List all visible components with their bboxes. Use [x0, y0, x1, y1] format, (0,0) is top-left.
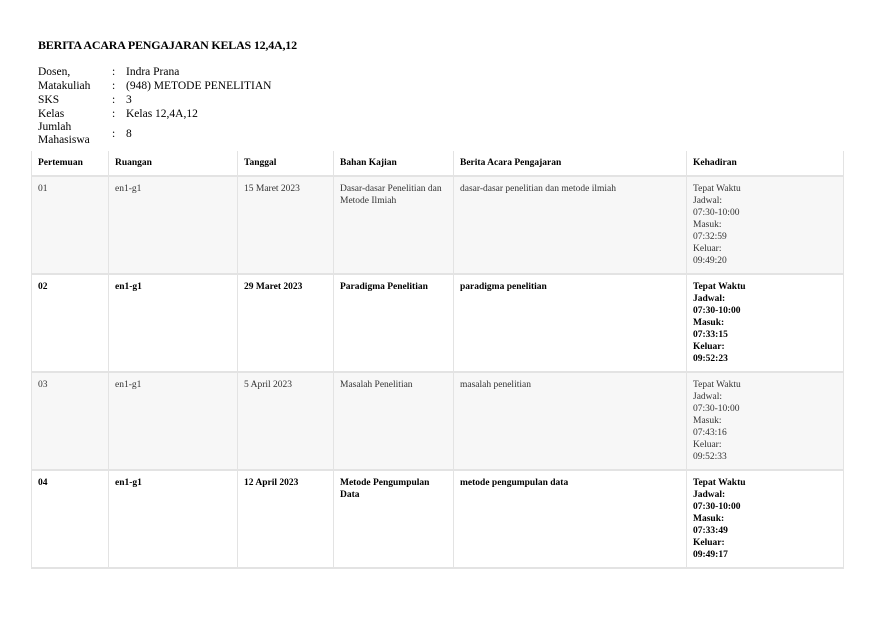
info-row-dosen: [38, 65, 271, 79]
kehadiran-status: Tepat Waktu: [693, 478, 746, 488]
info-value-matakuliah: (948) METODE PENELITIAN: [126, 80, 272, 92]
cell-pertemuan: 02: [32, 274, 109, 372]
column-header-berita-acara: Berita Acara Pengajaran: [454, 151, 687, 176]
info-row-kelas: [38, 107, 271, 121]
kehadiran-status: Tepat Waktu: [693, 282, 746, 292]
info-colon: :: [112, 66, 116, 78]
document-title: BERITA ACARA PENGAJARAN KELAS 12,4A,12: [38, 38, 297, 52]
cell-kehadiran: [687, 470, 844, 568]
info-row-jumlah-mahasiswa: [38, 121, 271, 146]
kehadiran-jadwal-value: 07:30-10:00: [693, 208, 740, 218]
kehadiran-status: Tepat Waktu: [693, 380, 741, 390]
cell-kehadiran: [687, 176, 844, 274]
info-label: Kelas: [38, 108, 65, 120]
kehadiran-jadwal-value: 07:30-10:00: [693, 404, 740, 414]
info-colon: :: [112, 94, 116, 106]
cell-ruangan: en1-g1: [109, 274, 238, 372]
column-header-tanggal: Tanggal: [238, 151, 334, 176]
cell-berita-acara: metode pengumpulan data: [454, 470, 687, 568]
course-info: [38, 65, 271, 146]
info-colon: :: [112, 80, 116, 92]
kehadiran-masuk-label: Masuk:: [693, 416, 722, 426]
cell-berita-acara: dasar-dasar penelitian dan metode ilmiah: [454, 176, 687, 274]
cell-bahan-kajian: Dasar-dasar Penelitian dan Metode Ilmiah: [334, 176, 454, 274]
cell-bahan-kajian: Paradigma Penelitian: [334, 274, 454, 372]
kehadiran-masuk-label: Masuk:: [693, 514, 725, 524]
cell-kehadiran: [687, 274, 844, 372]
cell-berita-acara: paradigma penelitian: [454, 274, 687, 372]
cell-ruangan: en1-g1: [109, 470, 238, 568]
info-colon: :: [112, 127, 116, 140]
cell-tanggal: 15 Maret 2023: [238, 176, 334, 274]
info-value-sks: 3: [126, 94, 132, 106]
table-row: [32, 470, 844, 568]
kehadiran-masuk-value: 07:43:16: [693, 428, 727, 438]
cell-berita-acara: masalah penelitian: [454, 372, 687, 470]
table-row: [32, 176, 844, 274]
cell-kehadiran: [687, 372, 844, 470]
kehadiran-keluar-label: Keluar:: [693, 244, 722, 254]
attendance-table: [31, 151, 844, 569]
info-label: Jumlah Mahasiswa: [38, 121, 90, 146]
kehadiran-jadwal-label: Jadwal:: [693, 490, 726, 500]
info-row-sks: [38, 93, 271, 107]
cell-pertemuan: 01: [32, 176, 109, 274]
kehadiran-masuk-value: 07:32:59: [693, 232, 727, 242]
kehadiran-keluar-label: Keluar:: [693, 440, 722, 450]
info-value-jumlah-mahasiswa: 8: [126, 127, 132, 140]
column-header-ruangan: Ruangan: [109, 151, 238, 176]
kehadiran-keluar-value: 09:49:20: [693, 256, 727, 266]
table-row: [32, 372, 844, 470]
info-row-matakuliah: [38, 79, 271, 93]
cell-bahan-kajian: Metode Pengumpulan Data: [334, 470, 454, 568]
cell-ruangan: en1-g1: [109, 372, 238, 470]
kehadiran-keluar-label: Keluar:: [693, 538, 725, 548]
kehadiran-masuk-label: Masuk:: [693, 318, 725, 328]
column-header-bahan-kajian: Bahan Kajian: [334, 151, 454, 176]
cell-bahan-kajian: Masalah Penelitian: [334, 372, 454, 470]
kehadiran-jadwal-label: Jadwal:: [693, 294, 726, 304]
cell-tanggal: 29 Maret 2023: [238, 274, 334, 372]
kehadiran-keluar-label: Keluar:: [693, 342, 725, 352]
column-header-kehadiran: Kehadiran: [687, 151, 844, 176]
kehadiran-keluar-value: 09:52:33: [693, 452, 727, 462]
kehadiran-status: Tepat Waktu: [693, 184, 741, 194]
info-value-kelas: Kelas 12,4A,12: [126, 108, 198, 120]
kehadiran-keluar-value: 09:49:17: [693, 550, 728, 560]
kehadiran-masuk-value: 07:33:15: [693, 330, 728, 340]
info-colon: :: [112, 108, 116, 120]
kehadiran-masuk-label: Masuk:: [693, 220, 722, 230]
kehadiran-jadwal-label: Jadwal:: [693, 196, 723, 206]
kehadiran-keluar-value: 09:52:23: [693, 354, 728, 364]
info-label: Matakuliah: [38, 80, 91, 92]
cell-tanggal: 12 April 2023: [238, 470, 334, 568]
info-value-dosen: Indra Prana: [126, 66, 180, 78]
kehadiran-jadwal-value: 07:30-10:00: [693, 502, 741, 512]
kehadiran-masuk-value: 07:33:49: [693, 526, 728, 536]
column-header-pertemuan: Pertemuan: [32, 151, 109, 176]
kehadiran-jadwal-value: 07:30-10:00: [693, 306, 741, 316]
kehadiran-jadwal-label: Jadwal:: [693, 392, 723, 402]
info-label: Dosen,: [38, 66, 71, 78]
table-header-row: [32, 151, 844, 176]
cell-pertemuan: 04: [32, 470, 109, 568]
table-row: [32, 274, 844, 372]
cell-tanggal: 5 April 2023: [238, 372, 334, 470]
cell-ruangan: en1-g1: [109, 176, 238, 274]
info-label: SKS: [38, 94, 60, 106]
cell-pertemuan: 03: [32, 372, 109, 470]
